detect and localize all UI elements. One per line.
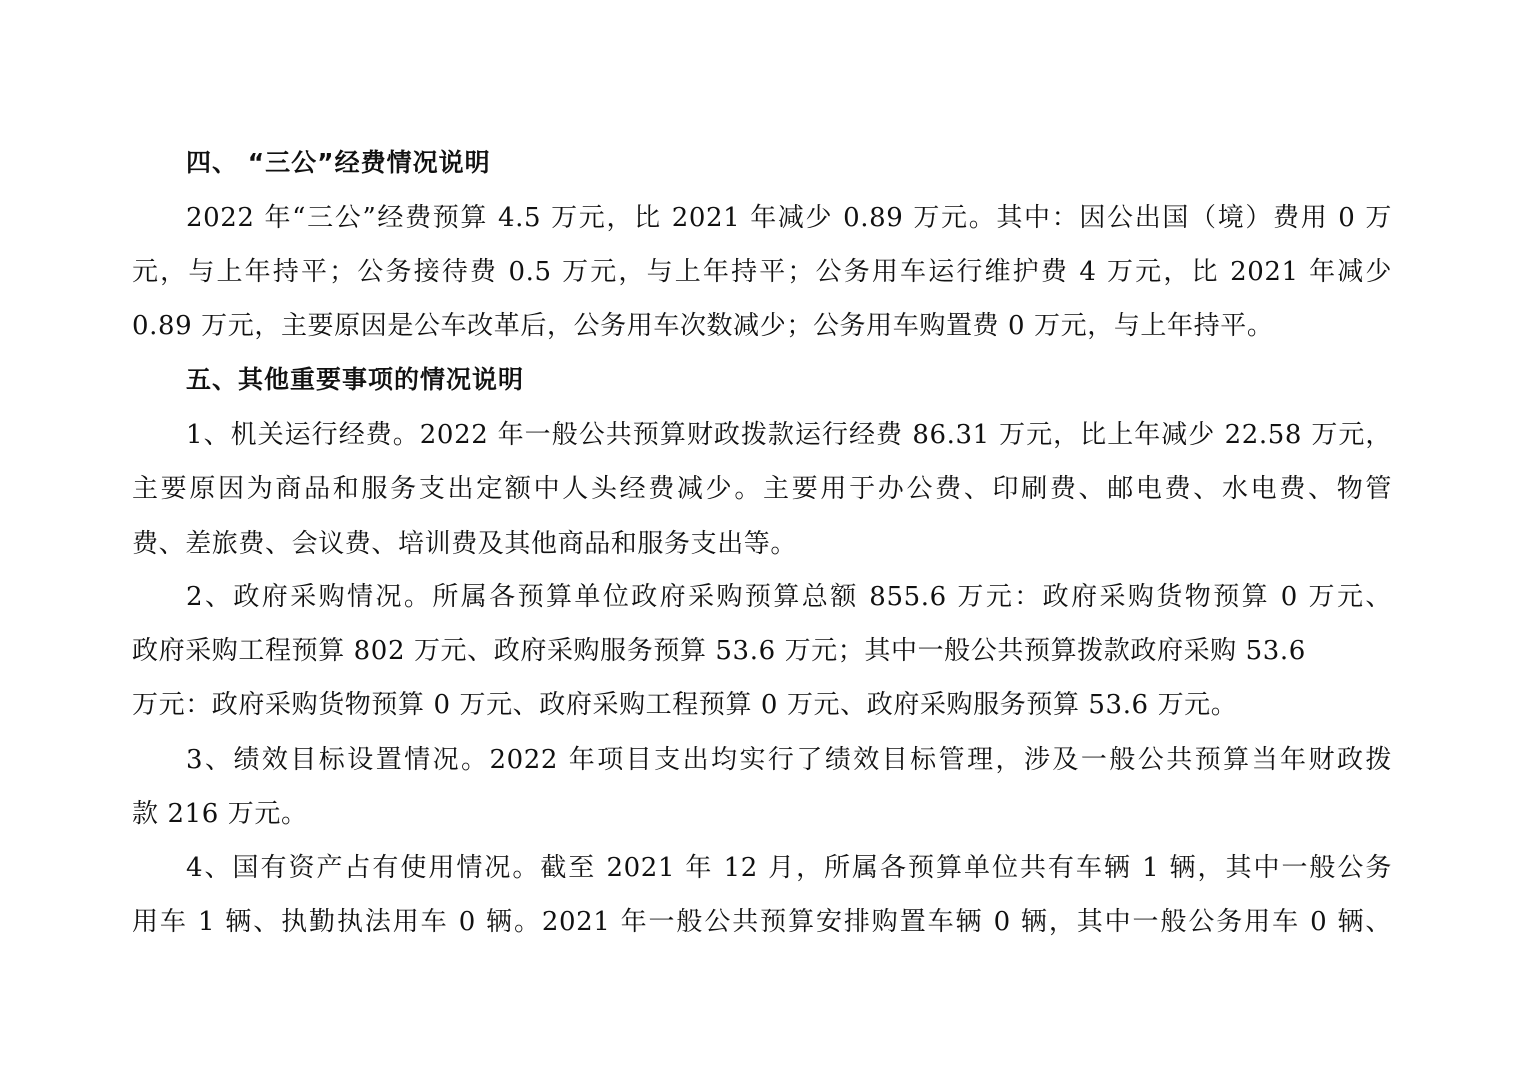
paragraph-line: 万元：政府采购货物预算 0 万元、政府采购工程预算 0 万元、政府采购服务预算 53.6 万元。 xyxy=(132,690,1238,720)
paragraph-line: 4、国有资产占有使用情况。截至 2021 年 12 月，所属各预算单位共有车辆 1 辆，其中一般公务 xyxy=(186,853,1392,883)
paragraph-line: 元，与上年持平；公务接待费 0.5 万元，与上年持平；公务用车运行维护费 4 万元，比 2021 年减少 xyxy=(132,257,1392,287)
paragraph-line: 款 216 万元。 xyxy=(132,799,308,829)
paragraph-line: 2、政府采购情况。所属各预算单位政府采购预算总额 855.6 万元：政府采购货物预算 0 万元、 xyxy=(186,582,1392,612)
paragraph-line: 政府采购工程预算 802 万元、政府采购服务预算 53.6 万元；其中一般公共预算拨款政府采购 53.6 xyxy=(132,636,1306,666)
paragraph-line: 费、差旅费、会议费、培训费及其他商品和服务支出等。 xyxy=(132,529,798,559)
paragraph-line: 3、绩效目标设置情况。2022 年项目支出均实行了绩效目标管理，涉及一般公共预算当年财政拨 xyxy=(186,745,1392,775)
paragraph-line: 2022 年“三公”经费预算 4.5 万元，比 2021 年减少 0.89 万元。其中：因公出国（境）费用 0 万 xyxy=(186,203,1392,233)
section-heading-other-matters: 五、其他重要事项的情况说明 xyxy=(186,365,525,394)
paragraph-line: 0.89 万元，主要原因是公车改革后，公务用车次数减少；公务用车购置费 0 万元，与上年持平。 xyxy=(132,311,1274,341)
paragraph-line: 用车 1 辆、执勤执法用车 0 辆。2021 年一般公共预算安排购置车辆 0 辆，其中一般公务用车 0 辆、 xyxy=(132,907,1392,937)
paragraph-line: 主要原因为商品和服务支出定额中人头经费减少。主要用于办公费、印刷费、邮电费、水电费、物管 xyxy=(132,474,1392,504)
paragraph-line: 1、机关运行经费。2022 年一般公共预算财政拨款运行经费 86.31 万元，比上年减少 22.58 万元， xyxy=(186,420,1392,450)
section-heading-san-gong: 四、 “三公”经费情况说明 xyxy=(186,148,491,177)
